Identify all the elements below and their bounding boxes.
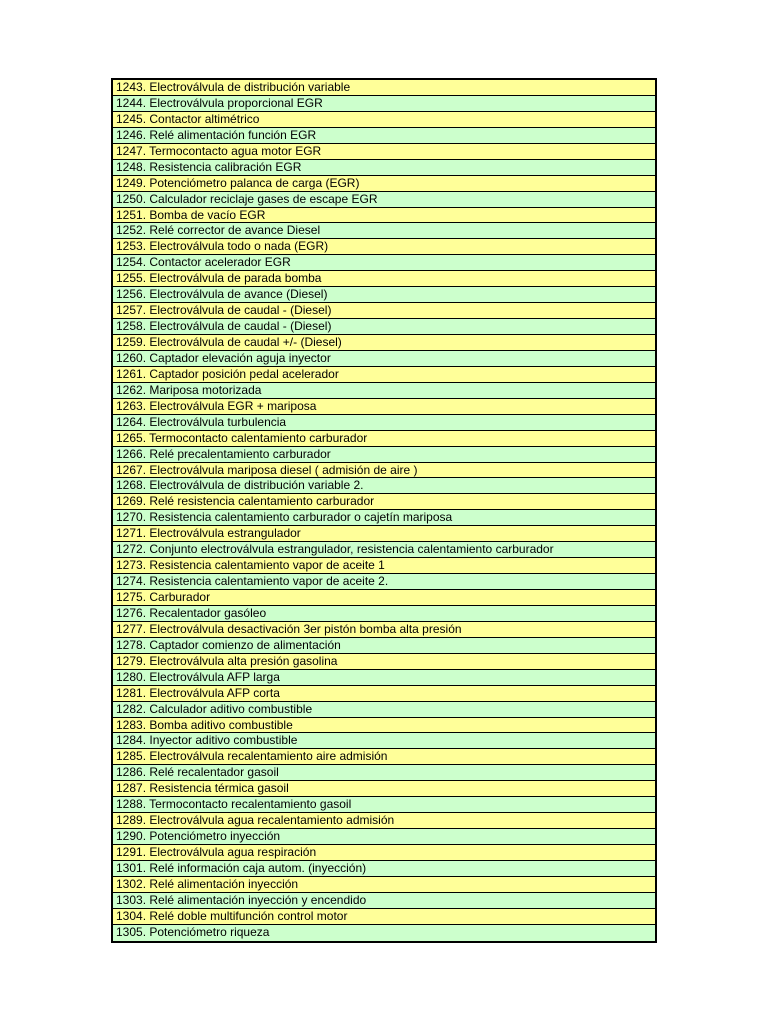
table-row: 1270. Resistencia calentamiento carburador o cajetín mariposa: [113, 510, 655, 526]
table-row: 1289. Electroválvula agua recalentamiento admisión: [113, 813, 655, 829]
table-row: 1255. Electroválvula de parada bomba: [113, 271, 655, 287]
table-row: 1278. Captador comienzo de alimentación: [113, 638, 655, 654]
table-row: 1302. Relé alimentación inyección: [113, 877, 655, 893]
table-row: 1249. Potenciómetro palanca de carga (EGR): [113, 176, 655, 192]
table-row: 1262. Mariposa motorizada: [113, 383, 655, 399]
table-row: 1282. Calculador aditivo combustible: [113, 702, 655, 718]
table-row: 1291. Electroválvula agua respiración: [113, 845, 655, 861]
table-row: 1279. Electroválvula alta presión gasolina: [113, 654, 655, 670]
table-row: 1259. Electroválvula de caudal +/- (Diesel): [113, 335, 655, 351]
table-row: 1257. Electroválvula de caudal - (Diesel): [113, 303, 655, 319]
table-row: 1286. Relé recalentador gasoil: [113, 765, 655, 781]
table-row: 1284. Inyector aditivo combustible: [113, 733, 655, 749]
table-row: 1285. Electroválvula recalentamiento aire admisión: [113, 749, 655, 765]
table-row: 1258. Electroválvula de caudal - (Diesel): [113, 319, 655, 335]
table-row: 1268. Electroválvula de distribución variable 2.: [113, 478, 655, 494]
table-row: 1267. Electroválvula mariposa diesel ( admisión de aire ): [113, 463, 655, 479]
table-row: 1252. Relé corrector de avance Diesel: [113, 223, 655, 239]
table-row: 1256. Electroválvula de avance (Diesel): [113, 287, 655, 303]
table-row: 1248. Resistencia calibración EGR: [113, 160, 655, 176]
table-row: 1274. Resistencia calentamiento vapor de aceite 2.: [113, 574, 655, 590]
table-row: 1276. Recalentador gasóleo: [113, 606, 655, 622]
table-row: 1261. Captador posición pedal acelerador: [113, 367, 655, 383]
table-row: 1253. Electroválvula todo o nada (EGR): [113, 239, 655, 255]
table-row: 1288. Termocontacto recalentamiento gasoil: [113, 797, 655, 813]
table-row: 1266. Relé precalentamiento carburador: [113, 447, 655, 463]
table-row: 1305. Potenciómetro riqueza: [113, 925, 655, 941]
table-row: 1283. Bomba aditivo combustible: [113, 718, 655, 734]
component-list-table: [111, 78, 657, 943]
table-row: 1280. Electroválvula AFP larga: [113, 670, 655, 686]
table-row: 1264. Electroválvula turbulencia: [113, 415, 655, 431]
table-row: 1290. Potenciómetro inyección: [113, 829, 655, 845]
table-row: 1301. Relé información caja autom. (inyección): [113, 861, 655, 877]
table-row: 1273. Resistencia calentamiento vapor de aceite 1: [113, 558, 655, 574]
table-row: 1277. Electroválvula desactivación 3er pistón bomba alta presión: [113, 622, 655, 638]
table-row: 1272. Conjunto electroválvula estrangulador, resistencia calentamiento carburador: [113, 542, 655, 558]
table-row: 1281. Electroválvula AFP corta: [113, 686, 655, 702]
table-row: 1247. Termocontacto agua motor EGR: [113, 144, 655, 160]
table-row: 1260. Captador elevación aguja inyector: [113, 351, 655, 367]
table-row: 1304. Relé doble multifunción control motor: [113, 909, 655, 925]
table-row: 1254. Contactor acelerador EGR: [113, 255, 655, 271]
table-row: 1265. Termocontacto calentamiento carburador: [113, 431, 655, 447]
table-row: 1244. Electroválvula proporcional EGR: [113, 96, 655, 112]
table-row: 1251. Bomba de vacío EGR: [113, 208, 655, 224]
table-row: 1287. Resistencia térmica gasoil: [113, 781, 655, 797]
table-row: 1303. Relé alimentación inyección y encendido: [113, 893, 655, 909]
table-row: 1271. Electroválvula estrangulador: [113, 526, 655, 542]
table-row: 1250. Calculador reciclaje gases de escape EGR: [113, 192, 655, 208]
table-row: 1275. Carburador: [113, 590, 655, 606]
table-row: 1246. Relé alimentación función EGR: [113, 128, 655, 144]
table-row: 1269. Relé resistencia calentamiento carburador: [113, 494, 655, 510]
table-row: 1245. Contactor altimétrico: [113, 112, 655, 128]
table-row: 1243. Electroválvula de distribución variable: [113, 80, 655, 96]
table-row: 1263. Electroválvula EGR + mariposa: [113, 399, 655, 415]
